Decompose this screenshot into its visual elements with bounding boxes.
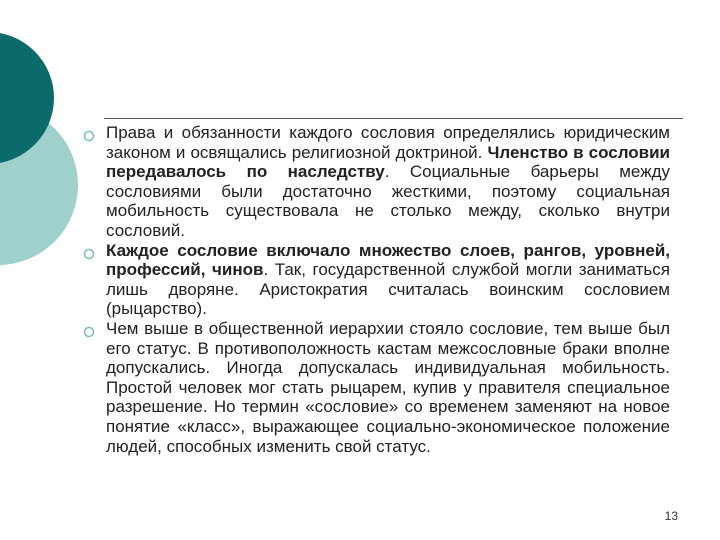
light-teal-circle bbox=[0, 105, 78, 265]
dark-teal-circle bbox=[0, 32, 54, 164]
list-item bbox=[80, 319, 670, 456]
text-segment: . Так, государственной службой могли заниматься лишь дворяне. Аристократия считалась воинским сословием (рыцарство). bbox=[106, 260, 670, 319]
text-segment: Чем выше в общественной иерархии стояло сословие, тем выше был его статус. В противоположность кастам межсословные браки вполне допускались. Иногда допускалась индивидуальная мобильность. Простой человек мог стать рыцарем, купив у правителя специальное разрешение. Но термин «сословие» со временем заменяют на новое понятие «класс», выражающее социально-экономическое положение людей, способных изменить свой статус. bbox=[106, 318, 670, 456]
text-segment: . Социальные барьеры между сословиями были достаточно жесткими, поэтому социальная мобильность существовала не столько между, сколько внутри сословий. bbox=[106, 162, 670, 240]
bold-text-segment: Каждое сословие включало множество слоев, рангов, уровней, профессий, чинов bbox=[106, 240, 670, 280]
text-segment: Права и обязанности каждого сословия определялись юридическим законом и освящались религиозной доктриной. bbox=[106, 123, 670, 162]
list-item bbox=[80, 123, 670, 241]
page-number: 13 bbox=[664, 509, 678, 523]
bullet-text bbox=[106, 241, 670, 319]
hollow-circle-icon bbox=[82, 247, 96, 261]
bullet-list bbox=[80, 123, 670, 456]
list-item bbox=[80, 241, 670, 319]
bold-text-segment: Членство в сословии передавалось по наследству bbox=[106, 142, 671, 182]
top-divider bbox=[104, 118, 683, 119]
hollow-circle-icon bbox=[82, 129, 96, 143]
bullet-text bbox=[106, 319, 670, 456]
bullet-text bbox=[106, 123, 670, 241]
hollow-circle-icon bbox=[82, 325, 96, 339]
